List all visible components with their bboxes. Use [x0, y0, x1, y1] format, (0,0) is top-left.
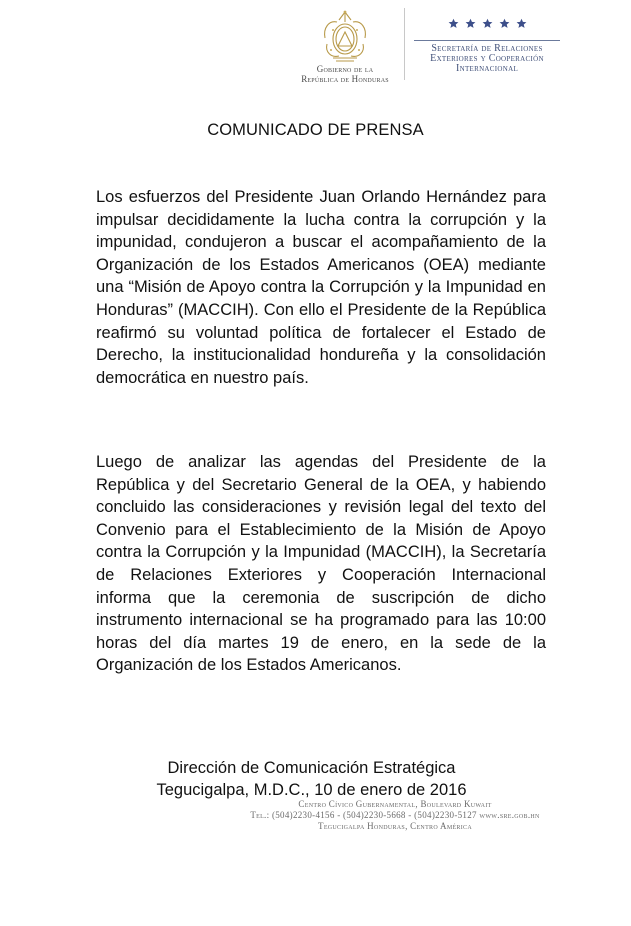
- star-icon: [448, 18, 459, 29]
- letterhead-divider: [404, 8, 405, 80]
- document-title: COMUNICADO DE PRENSA: [207, 121, 424, 139]
- ministry-name-line2: Exteriores y Cooperación: [430, 53, 544, 64]
- paragraph-2: Luego de analizar las agendas del Presidente de la República y del Secretario General de la OEA, y habiendo concluido las consideraciones y revisión legal del texto del Convenio para el Establecimiento de la Misión de Apoyo contra la Corrupción y la Impunidad (MACCIH), la Secretaría de Relaciones Exteriores y Cooperación Internacional informa que la ceremonia de suscripción de dicho instrumento internacional se ha programado para las 10:00 horas del día martes 19 de enero, en la sede de la Organización de los Estados Americanos.: [96, 453, 546, 675]
- star-icon: [465, 18, 476, 29]
- ministry-logo-block: [412, 18, 562, 74]
- signature-place-date: Tegucigalpa, M.D.C., 10 de enero de 2016: [156, 781, 467, 799]
- star-icon: [516, 18, 527, 29]
- footer-contact-line: Tel.: (504)2230-4156 - (504)2230-5668 - (504)2230-5127 www.sre.gob.hn: [250, 810, 540, 820]
- stars-row: [412, 18, 562, 32]
- government-logo-block: [290, 8, 400, 84]
- footer-address: [240, 799, 550, 832]
- government-name-line1: Gobierno de la: [316, 64, 374, 74]
- ministry-name-line3: Internacional: [455, 63, 519, 74]
- footer-address-line3: Tegucigalpa Honduras, Centro América: [318, 821, 472, 831]
- ministry-name-line1: Secretaría de Relaciones: [431, 43, 543, 54]
- government-name-line2: República de Honduras: [301, 74, 389, 84]
- signature-office: Dirección de Comunicación Estratégica: [167, 759, 456, 777]
- footer-address-line1: Centro Cívico Gubernamental, Boulevard Kuwait: [298, 799, 492, 809]
- star-icon: [499, 18, 510, 29]
- star-icon: [482, 18, 493, 29]
- ministry-rule: [414, 40, 560, 41]
- honduras-coat-of-arms-icon: [319, 8, 371, 64]
- letterhead: [0, 0, 631, 95]
- paragraph-1: Los esfuerzos del Presidente Juan Orlando Hernández para impulsar decididamente la lucha contra la corrupción y la impunidad, condujeron a buscar el acompañamiento de la Organización de los Estados Americanos (OEA) mediante una “Misión de Apoyo contra la Corrupción y la Impunidad en Honduras” (MACCIH). Con ello el Presidente de la República reafirmó su voluntad política de fortalecer el Estado de Derecho, la institucionalidad hondureña y la consolidación democrática en nuestro país.: [96, 188, 546, 387]
